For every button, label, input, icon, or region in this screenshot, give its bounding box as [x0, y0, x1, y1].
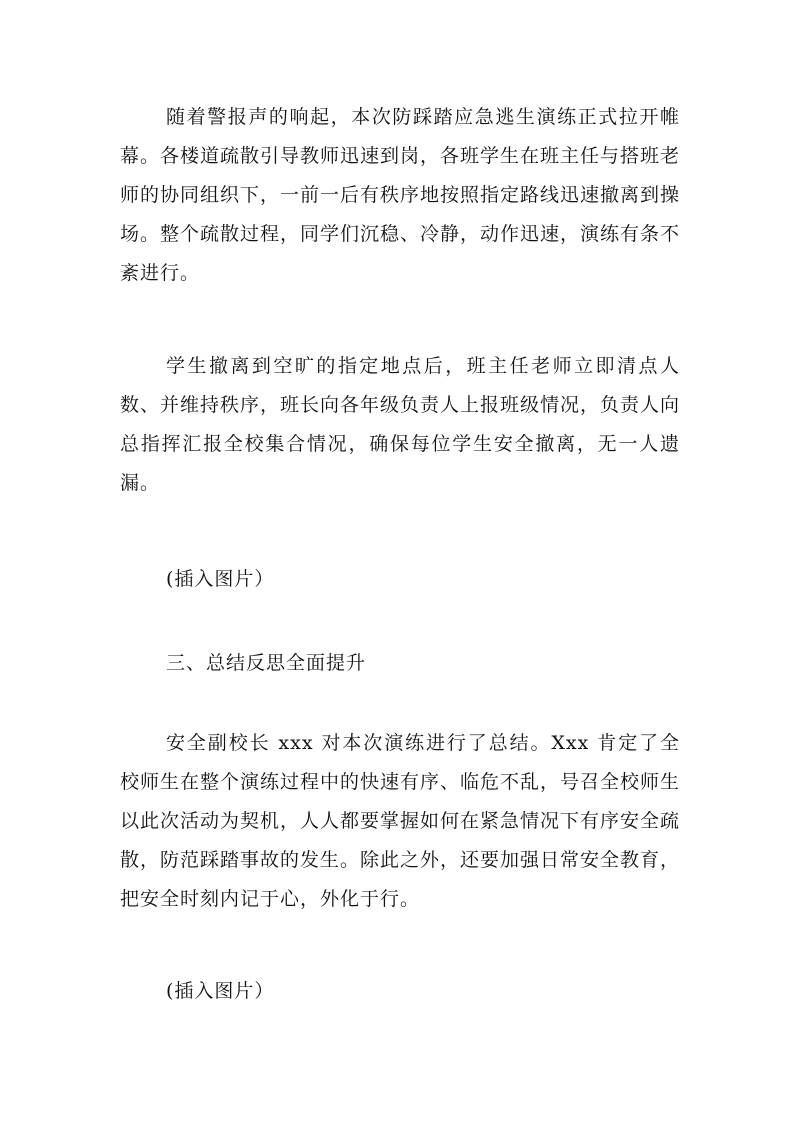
paragraph-drill-start: 随着警报声的响起，本次防踩踏应急逃生演练正式拉开帷幕。各楼道疏散引导教师迅速到岗，各班学生在班主任与搭班老师的协同组织下，一前一后有秩序地按照指定路线迅速撤离到操场。整个疏散过程，同学们沉稳、冷静，动作迅速，演练有条不紊进行。 — [120, 106, 681, 284]
image-placeholder-1: (插入图片） — [166, 568, 275, 590]
image-placeholder-2: (插入图片） — [166, 980, 275, 1002]
paragraph-headcount: 学生撤离到空旷的指定地点后，班主任老师立即清点人数、并维持秩序，班长向各年级负责人上报班级情况，负责人向总指挥汇报全校集合情况，确保每位学生安全撤离，无一人遗漏。 — [120, 355, 681, 494]
paragraph-summary: 安全副校长 xxx 对本次演练进行了总结。Xxx 肯定了全校师生在整个演练过程中的快速有序、临危不乱，号召全校师生以此次活动为契机，人人都要掌握如何在紧急情况下有序安全疏散，防范踩踏事故的发生。除此之外，还要加强日常安全教育，把安全时刻内记于心，外化于行。 — [120, 732, 681, 910]
section-heading-summary: 三、总结反思全面提升 — [166, 652, 367, 674]
